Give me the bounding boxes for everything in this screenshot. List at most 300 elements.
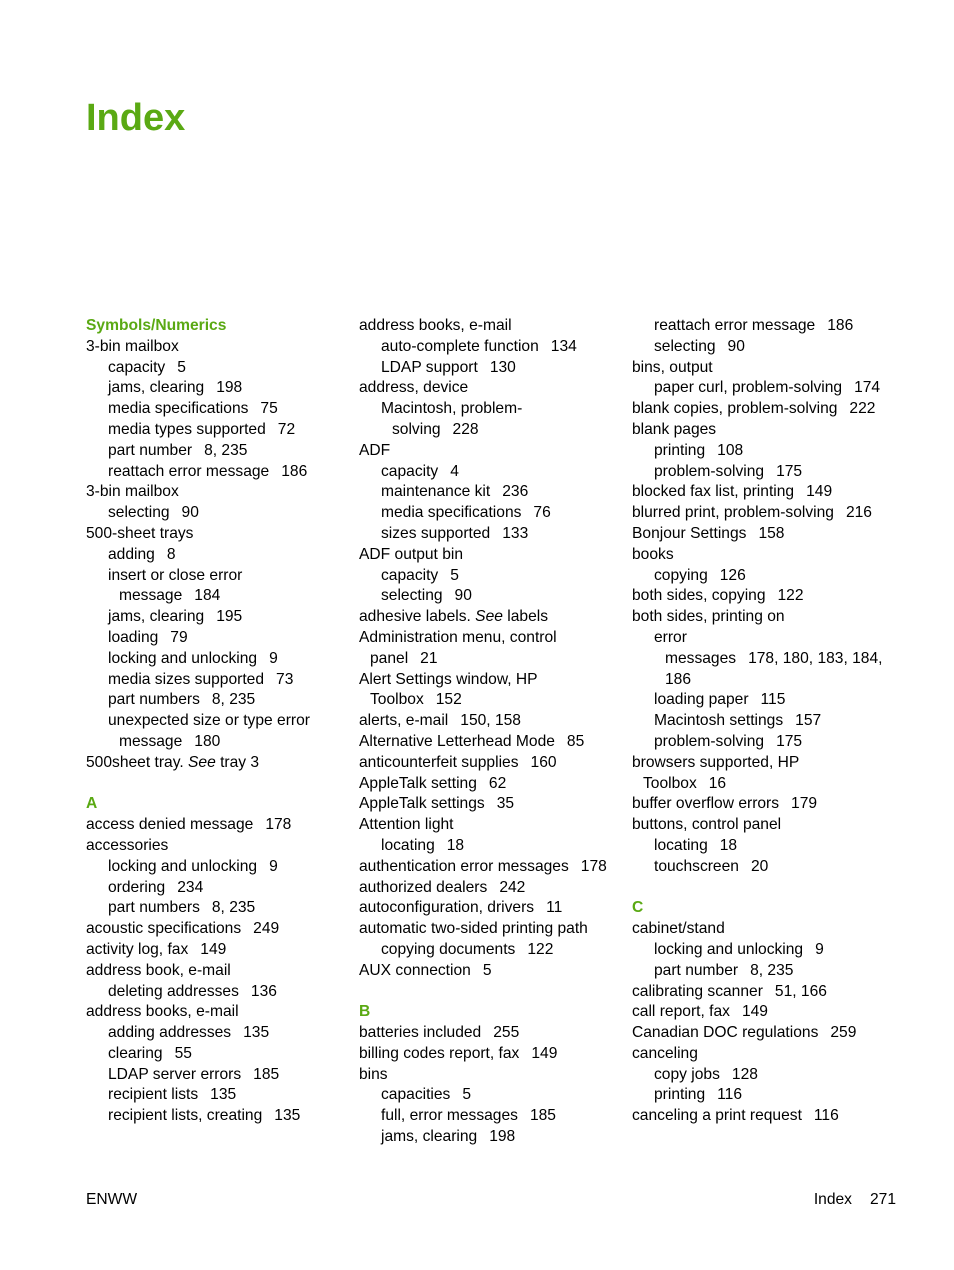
index-term: B: [359, 1003, 371, 1021]
index-term: adhesive labels.: [359, 608, 476, 626]
index-subentry: [359, 586, 607, 607]
index-entry: [359, 441, 607, 462]
index-term: AppleTalk settings: [359, 795, 485, 813]
index-entry: [632, 399, 882, 420]
index-entry: [632, 1002, 882, 1023]
page-reference: 149: [806, 483, 833, 501]
section-spacer: [359, 982, 607, 1003]
index-subentry: [86, 1065, 310, 1086]
index-subentry: [632, 649, 882, 670]
page-reference: 122: [527, 940, 554, 958]
index-subentry: [359, 399, 607, 420]
index-entry: [359, 607, 607, 628]
index-term: recipient lists: [108, 1086, 199, 1104]
index-entry: [632, 482, 882, 503]
index-subentry: [632, 337, 882, 358]
index-term: cabinet/stand: [632, 920, 725, 938]
page-reference: 8: [166, 545, 176, 563]
page-reference: 9: [269, 649, 278, 667]
index-entry: [359, 711, 607, 732]
index-term: error: [654, 628, 687, 646]
index-subentry: [632, 670, 882, 691]
index-subentry: [86, 399, 310, 420]
index-term: Macintosh, problem-: [381, 400, 523, 418]
index-entry: [86, 836, 310, 857]
page-reference: 8, 235: [211, 691, 256, 709]
index-subentry: [632, 316, 882, 337]
index-term: Toolbox: [643, 774, 697, 792]
page-reference: 228: [452, 420, 479, 438]
index-subentry: [359, 482, 607, 503]
index-subentry: [632, 378, 882, 399]
page-reference: 160: [530, 753, 557, 771]
index-term: reattach error message: [654, 317, 816, 334]
page-reference: 133: [502, 524, 529, 542]
index-subentry: [86, 566, 310, 587]
index-entry: [359, 878, 607, 899]
index-entry: [86, 940, 310, 961]
index-entry: [359, 1065, 607, 1086]
index-subentry: [86, 1044, 310, 1065]
page-reference: 9: [815, 940, 824, 958]
index-term: canceling: [632, 1044, 698, 1062]
index-subentry: [86, 503, 310, 524]
page-reference: 72: [277, 420, 296, 438]
index-term: ADF output bin: [359, 545, 464, 563]
index-entry: [86, 1002, 310, 1023]
page-reference: 178, 180, 183, 184,: [748, 649, 883, 667]
index-subentry: [86, 607, 310, 628]
section-heading: [86, 794, 310, 815]
index-term: locking and unlocking: [108, 649, 258, 667]
index-entry: [359, 732, 607, 753]
index-term: AUX connection: [359, 961, 471, 979]
section-heading: [359, 1002, 607, 1023]
page-reference: 85: [566, 732, 585, 750]
index-entry: [359, 961, 607, 982]
index-subentry: [359, 690, 607, 711]
index-term: activity log, fax: [86, 940, 189, 958]
index-subentry: [86, 690, 310, 711]
index-entry: [632, 586, 882, 607]
index-entry: [359, 774, 607, 795]
index-term: address book, e-mail: [86, 961, 231, 979]
index-subentry: [632, 711, 882, 732]
index-subentry: [359, 524, 607, 545]
index-subentry: [632, 690, 882, 711]
index-term: blurred print, problem-solving: [632, 504, 834, 522]
page-reference: 216: [845, 504, 872, 522]
index-subentry: [359, 940, 607, 961]
index-subentry: [359, 462, 607, 483]
page-reference: 174: [854, 379, 881, 397]
index-entry: [359, 919, 607, 940]
index-subentry: [86, 545, 310, 566]
index-term: Alternative Letterhead Mode: [359, 732, 555, 750]
footer-section: Index: [813, 1191, 852, 1208]
index-term: acoustic specifications: [86, 920, 242, 938]
page-reference: 9: [269, 857, 278, 875]
index-subentry: [359, 503, 607, 524]
index-column-1: [86, 316, 310, 1127]
index-term: AppleTalk setting: [359, 774, 477, 792]
page-reference: 116: [813, 1107, 839, 1125]
page-reference: 186: [827, 317, 854, 334]
index-term: Canadian DOC regulations: [632, 1024, 819, 1042]
index-term: 500sheet tray.: [86, 753, 188, 771]
page-reference: 62: [488, 774, 507, 792]
index-term: part number: [654, 961, 739, 979]
index-entry: [359, 670, 607, 691]
index-entry: [359, 1023, 607, 1044]
index-term: adding: [108, 545, 155, 563]
section-heading: [86, 316, 310, 337]
index-term: call report, fax: [632, 1003, 730, 1021]
page-reference: 136: [250, 982, 277, 1000]
index-term: clearing: [108, 1044, 163, 1062]
index-term: LDAP support: [381, 358, 478, 376]
page-reference: 150, 158: [460, 712, 521, 730]
index-entry: [359, 628, 607, 649]
index-subentry: [632, 961, 882, 982]
page-reference: 157: [795, 712, 822, 730]
index-subentry: [86, 441, 310, 462]
index-subentry: [632, 857, 882, 878]
index-term: copying documents: [381, 940, 516, 958]
index-subentry: [359, 649, 607, 670]
index-term: both sides, copying: [632, 587, 766, 605]
index-term: part numbers: [108, 899, 200, 917]
page-reference: 73: [276, 670, 294, 688]
index-term: ordering: [108, 878, 166, 896]
index-term: Administration menu, control: [359, 628, 557, 646]
index-subentry: [632, 774, 882, 795]
index-term: 3-bin mailbox: [86, 337, 179, 355]
index-entry: [632, 358, 882, 379]
page-reference: 21: [420, 649, 438, 667]
page-reference: 51, 166: [774, 982, 827, 1000]
index-subentry: [632, 836, 882, 857]
index-subentry: [632, 441, 882, 462]
index-term: media sizes supported: [108, 670, 265, 688]
page-reference: 198: [489, 1128, 516, 1146]
page-reference: 185: [253, 1065, 280, 1083]
page-reference: 180: [194, 732, 221, 750]
index-term: capacities: [381, 1086, 451, 1104]
index-term: deleting addresses: [108, 982, 239, 1000]
page-reference: 222: [849, 400, 876, 418]
index-entry: [632, 919, 882, 940]
page-reference: 179: [791, 795, 818, 813]
page-reference: 5: [462, 1086, 472, 1104]
index-term: batteries included: [359, 1024, 482, 1042]
index-subentry: [359, 1085, 607, 1106]
index-entry: [632, 815, 882, 836]
index-term: messages: [665, 649, 737, 667]
index-term: anticounterfeit supplies: [359, 753, 519, 771]
see-reference-keyword: See: [475, 608, 503, 626]
index-term: bins: [359, 1065, 388, 1083]
index-subentry: [86, 586, 310, 607]
see-reference-target: tray 3: [215, 753, 260, 771]
index-term: sizes supported: [381, 524, 491, 542]
index-term: Alert Settings window, HP: [359, 670, 538, 688]
index-entry: [632, 1023, 882, 1044]
page-reference: 122: [777, 587, 804, 605]
section-spacer: [632, 878, 882, 899]
index-entry: [359, 316, 607, 337]
index-subentry: [632, 1065, 882, 1086]
index-term: jams, clearing: [381, 1128, 478, 1146]
footer-page-number: 271: [869, 1191, 896, 1208]
page-reference: 76: [533, 504, 551, 522]
index-entry: [632, 794, 882, 815]
index-term: Macintosh settings: [654, 712, 784, 730]
index-term: problem-solving: [654, 732, 765, 750]
page-reference: 149: [531, 1044, 558, 1062]
index-term: authorized dealers: [359, 878, 488, 896]
index-term: blank copies, problem-solving: [632, 400, 838, 418]
page-reference: 115: [760, 691, 786, 709]
index-subentry: [86, 1106, 310, 1127]
index-term: Symbols/Numerics: [86, 317, 227, 334]
index-entry: [359, 753, 607, 774]
index-term: solving: [392, 420, 441, 438]
index-term: billing codes report, fax: [359, 1044, 520, 1062]
page-reference: 5: [450, 566, 459, 584]
index-term: browsers supported, HP: [632, 753, 800, 771]
index-term: Toolbox: [370, 691, 424, 709]
index-term: 3-bin mailbox: [86, 483, 179, 501]
index-term: blank pages: [632, 420, 717, 438]
page-reference: 128: [731, 1065, 758, 1083]
index-term: bins, output: [632, 358, 713, 376]
index-entry: [359, 898, 607, 919]
index-term: capacity: [381, 566, 439, 584]
index-subentry: [86, 378, 310, 399]
index-term: printing: [654, 1086, 706, 1104]
index-entry: [632, 420, 882, 441]
footer-left: [86, 1190, 137, 1210]
page-reference: 242: [499, 878, 526, 896]
page-reference: 175: [776, 732, 803, 750]
index-subentry: [86, 628, 310, 649]
index-term: unexpected size or type error: [108, 712, 310, 730]
index-term: part numbers: [108, 691, 200, 709]
index-term: access denied message: [86, 816, 254, 834]
page-reference: 116: [717, 1086, 743, 1104]
index-term: loading: [108, 628, 159, 646]
index-term: both sides, printing on: [632, 608, 785, 626]
index-entry: [359, 794, 607, 815]
index-entry: [359, 857, 607, 878]
index-term: buttons, control panel: [632, 816, 782, 834]
index-term: accessories: [86, 836, 169, 854]
index-subentry: [632, 940, 882, 961]
index-subentry: [359, 1127, 607, 1148]
page-reference: 11: [546, 899, 563, 917]
index-term: paper curl, problem-solving: [654, 379, 843, 397]
index-entry: [86, 337, 310, 358]
page-reference: 255: [493, 1024, 520, 1042]
index-entry: [359, 1044, 607, 1065]
index-column-2: [359, 316, 607, 1148]
index-subentry: [86, 1085, 310, 1106]
index-term: copy jobs: [654, 1065, 720, 1083]
page-reference: 5: [177, 358, 186, 376]
page-reference: 55: [174, 1044, 192, 1062]
index-entry: [86, 815, 310, 836]
index-term: printing: [654, 441, 706, 459]
page-reference: 178: [265, 816, 292, 834]
index-subentry: [86, 732, 310, 753]
index-entry: [632, 524, 882, 545]
page-reference: 152: [435, 691, 462, 709]
page-reference: 134: [550, 337, 577, 355]
index-subentry: [86, 898, 310, 919]
page-reference: 18: [446, 836, 465, 854]
index-subentry: [359, 566, 607, 587]
index-term: address, device: [359, 379, 469, 397]
index-term: buffer overflow errors: [632, 795, 780, 813]
footer-publisher-code: ENWW: [86, 1191, 138, 1208]
section-spacer: [86, 774, 310, 795]
index-term: locking and unlocking: [108, 857, 258, 875]
page-reference: 108: [717, 441, 744, 459]
page-reference: 90: [454, 587, 472, 605]
index-term: capacity: [108, 358, 166, 376]
page-reference: 135: [210, 1086, 237, 1104]
page-reference: 259: [830, 1024, 857, 1042]
index-entry: [632, 545, 882, 566]
page-reference: 75: [260, 400, 278, 418]
page-reference: 90: [727, 337, 745, 355]
index-term: media types supported: [108, 420, 266, 438]
index-entry: [632, 1044, 882, 1065]
index-term: C: [632, 899, 644, 917]
index-term: capacity: [381, 462, 439, 480]
index-entry: [632, 503, 882, 524]
index-term: address books, e-mail: [86, 1003, 239, 1021]
see-reference-target: labels: [502, 608, 548, 626]
index-term: canceling a print request: [632, 1107, 802, 1125]
index-entry: [86, 524, 310, 545]
section-heading: [632, 898, 882, 919]
index-entry: [86, 919, 310, 940]
index-term: media specifications: [381, 504, 522, 522]
index-term: books: [632, 545, 674, 563]
page-reference: 90: [181, 504, 199, 522]
index-term: Attention light: [359, 816, 454, 834]
page-reference: 8, 235: [211, 899, 256, 917]
index-subentry: [86, 711, 310, 732]
index-term: selecting: [108, 504, 170, 522]
index-term: loading paper: [654, 691, 749, 709]
index-term: maintenance kit: [381, 483, 491, 501]
index-subentry: [86, 649, 310, 670]
index-column-3: [632, 316, 882, 1127]
page-reference: 178: [580, 857, 607, 875]
index-term: selecting: [381, 587, 443, 605]
page-reference: 79: [170, 628, 188, 646]
index-term: locking and unlocking: [654, 940, 804, 958]
index-term: problem-solving: [654, 462, 765, 480]
page-reference: 236: [502, 483, 529, 501]
index-term: recipient lists, creating: [108, 1107, 263, 1125]
page-reference: 185: [529, 1107, 556, 1125]
index-subentry: [359, 1106, 607, 1127]
index-subentry: [359, 337, 607, 358]
index-term: panel: [370, 649, 409, 667]
page-reference: 126: [719, 566, 746, 584]
index-term: locating: [654, 836, 708, 854]
page-reference: 186: [281, 462, 308, 480]
index-term: insert or close error: [108, 566, 243, 584]
index-term: authentication error messages: [359, 857, 569, 875]
index-term: reattach error message: [108, 462, 270, 480]
page-reference: 249: [253, 920, 280, 938]
index-subentry: [86, 670, 310, 691]
index-term: alerts, e-mail: [359, 712, 449, 730]
index-entry: [632, 607, 882, 628]
page-reference: 5: [482, 961, 492, 979]
index-term: automatic two-sided printing path: [359, 920, 588, 938]
index-subentry: [86, 982, 310, 1003]
index-term: copying: [654, 566, 708, 584]
page-reference: 149: [200, 940, 227, 958]
see-reference-keyword: See: [188, 753, 216, 771]
index-term: selecting: [654, 337, 716, 355]
index-entry: [359, 815, 607, 836]
page-reference: 158: [758, 524, 785, 542]
index-entry: [632, 753, 882, 774]
page-reference: 35: [496, 795, 515, 813]
index-subentry: [86, 857, 310, 878]
index-entry: [632, 982, 882, 1003]
index-term: blocked fax list, printing: [632, 483, 795, 501]
page-reference: 16: [708, 774, 727, 792]
index-subentry: [86, 358, 310, 379]
index-term: media specifications: [108, 400, 249, 418]
page-reference: 175: [776, 462, 803, 480]
index-term: 500-sheet trays: [86, 524, 194, 542]
page-reference: 234: [177, 878, 204, 896]
index-subentry: [632, 732, 882, 753]
index-term: 186: [665, 670, 692, 688]
page-title: Index: [86, 97, 186, 139]
page-reference: 18: [719, 836, 738, 854]
index-term: full, error messages: [381, 1107, 518, 1125]
index-term: jams, clearing: [108, 379, 205, 397]
index-entry: [86, 482, 310, 503]
page-reference: 149: [741, 1003, 768, 1021]
index-term: adding addresses: [108, 1024, 232, 1042]
index-entry: [86, 961, 310, 982]
index-term: message: [119, 587, 183, 605]
index-term: address books, e-mail: [359, 317, 512, 334]
index-entry: [359, 545, 607, 566]
index-term: touchscreen: [654, 857, 739, 875]
index-term: ADF: [359, 441, 391, 459]
index-term: auto-complete function: [381, 337, 539, 355]
index-term: part number: [108, 441, 193, 459]
index-term: message: [119, 732, 183, 750]
page-reference: 198: [216, 379, 243, 397]
index-subentry: [359, 836, 607, 857]
page-reference: 8, 235: [750, 961, 794, 979]
page-reference: 20: [750, 857, 769, 875]
index-term: jams, clearing: [108, 608, 205, 626]
